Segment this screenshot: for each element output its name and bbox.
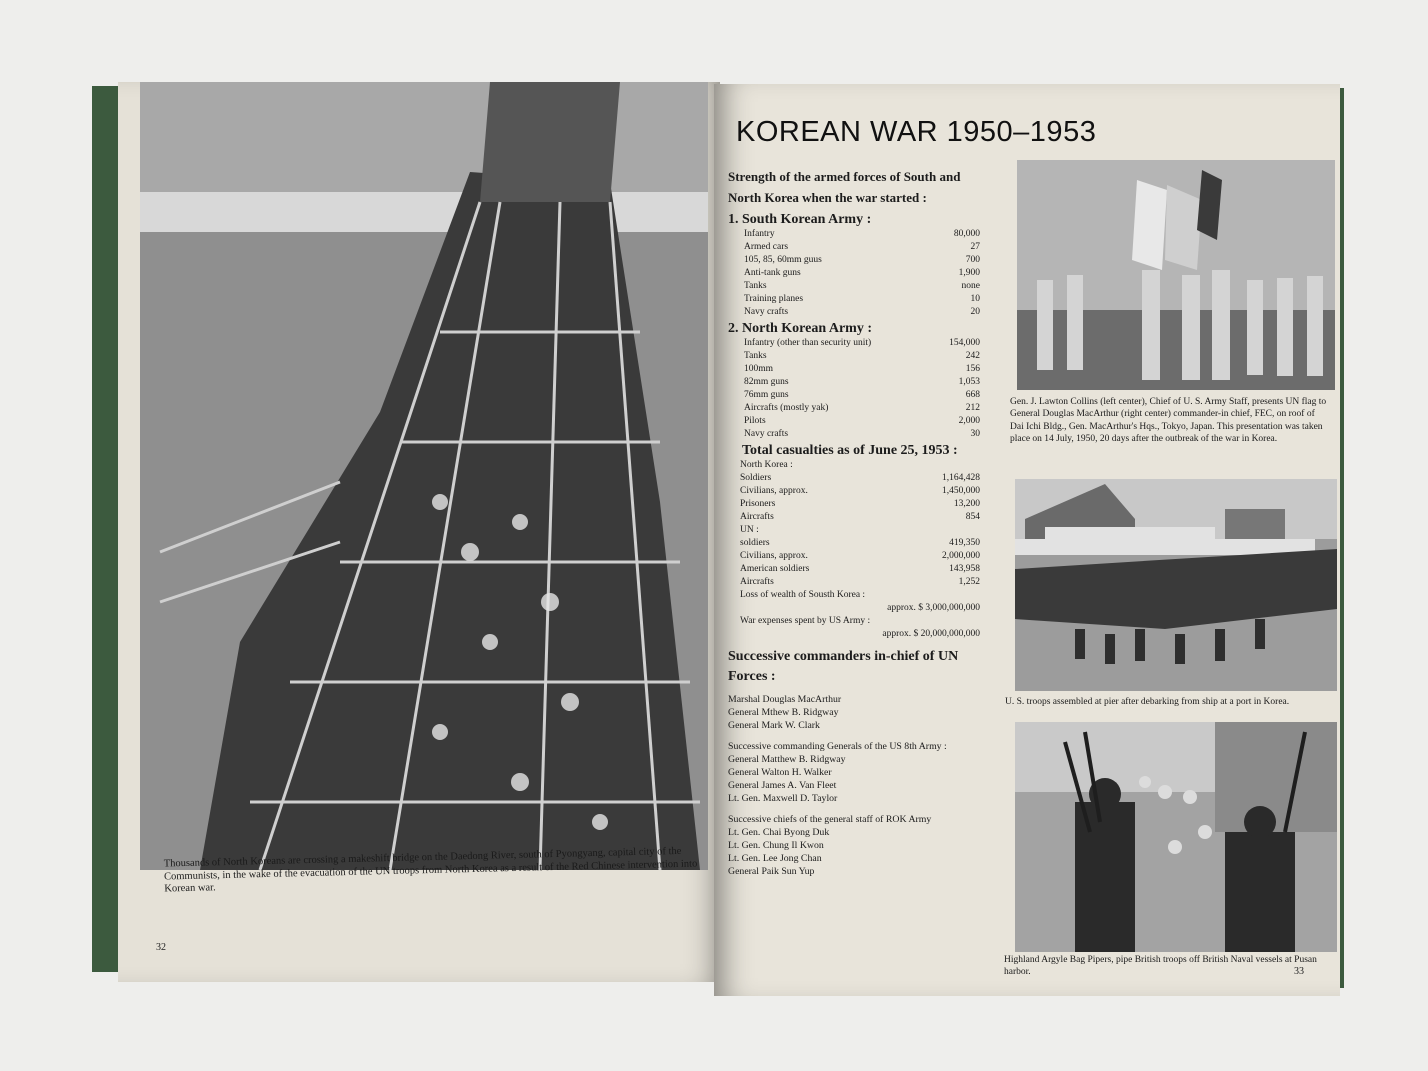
page-number-left: 32 <box>156 942 166 953</box>
troops-pier-caption: U. S. troops assembled at pier after debarking from ship at a port in Korea. <box>1005 697 1290 707</box>
table-row: approx. $ 20,000,000,000 <box>882 629 980 639</box>
table-row: 76mm guns 668 <box>744 390 980 400</box>
bagpipers-illustration <box>1015 722 1337 952</box>
casualties-table <box>728 459 994 641</box>
table-row: 82mm guns 1,053 <box>744 377 980 387</box>
table-row: Civilians, approx. 2,000,000 <box>740 551 980 561</box>
table-row: Infantry (other than security unit) 154,000 <box>744 338 980 348</box>
bagpipers-caption: Highland Argyle Bag Pipers, pipe British troops off British Naval vessels at Pusan harbor. <box>1004 955 1317 978</box>
table-row: Training planes 10 <box>744 294 980 304</box>
table-row: 100mm 156 <box>744 364 980 374</box>
table-row: North Korea : <box>740 460 793 470</box>
list-item: General Mthew B. Ridgway <box>728 707 839 718</box>
list-item: Lt. Gen. Chai Byong Duk <box>728 827 830 838</box>
list-item: General Mark W. Clark <box>728 720 820 731</box>
table-row: Aircrafts 854 <box>740 512 980 522</box>
flag-ceremony-caption: Gen. J. Lawton Collins (left center), Chief of U. S. Army Staff, presents UN flag to General Douglas MacArthur (right center) commander-in chief, FEC, on roof of Dai Ichi Bldg., Gen. MacArthur's Hqs., Tokyo, Japan. This presentation was taken place on 14 July, 1950, 20 days after the outbreak of the war in Korea. <box>1010 397 1327 444</box>
table-row: War expenses spent by US Army : <box>740 616 871 626</box>
list-item: Lt. Gen. Maxwell D. Taylor <box>728 793 838 804</box>
table-row: Aircrafts 1,252 <box>740 577 980 587</box>
right-page <box>714 84 1340 996</box>
commanders-heading: Successive commanders in-chief of UN Forces : <box>728 649 959 684</box>
table-row: Aircrafts (mostly yak) 212 <box>744 403 980 413</box>
table-row: Pilots 2,000 <box>744 416 980 426</box>
rok-heading: Successive chiefs of the general staff of ROK Army <box>728 814 932 825</box>
table-row: American soldiers 143,958 <box>740 564 980 574</box>
casualties-heading: Total casualties as of June 25, 1953 : <box>742 443 958 458</box>
eighth-army-heading: Successive commanding Generals of the US 8th Army : <box>728 741 947 752</box>
table-row: 105, 85, 60mm guus 700 <box>744 255 980 265</box>
list-item: Lt. Gen. Lee Jong Chan <box>728 853 822 864</box>
table-row: Tanks 242 <box>744 351 980 361</box>
bridge-photo-caption: Thousands of North Koreans are crossing a makeshift bridge on the Daedong River, south of Pyongyang, capital city of the Communists, in the wake of the evacuation of the UN troops from North Korea as a result of the Red Chinese intervention into Korean war. <box>163 845 698 895</box>
list-item: General Paik Sun Yup <box>728 866 815 877</box>
page-title: KOREAN WAR 1950–1953 <box>736 116 1097 148</box>
list-item: General James A. Van Fleet <box>728 780 837 791</box>
text-column <box>728 166 994 878</box>
bridge-photo <box>140 82 708 870</box>
table-row: Loss of wealth of Sousth Korea : <box>740 590 866 600</box>
flag-ceremony-illustration <box>1017 160 1335 390</box>
flag-ceremony-photo <box>1017 160 1335 390</box>
table-row: Tanks none <box>744 281 980 291</box>
north-korean-army-heading: 2. North Korean Army : <box>728 321 872 336</box>
south-korean-army-heading: 1. South Korean Army : <box>728 212 872 227</box>
bagpipers-photo <box>1015 722 1337 952</box>
table-row: UN : <box>740 525 759 535</box>
list-item: Marshal Douglas MacArthur <box>728 694 842 705</box>
table-row: Navy crafts 30 <box>744 429 980 439</box>
list-item: General Walton H. Walker <box>728 767 832 778</box>
eighth-army-list <box>728 753 994 805</box>
bridge-photo-illustration <box>140 82 708 870</box>
left-page <box>118 82 720 982</box>
table-row: Anti-tank guns 1,900 <box>744 268 980 278</box>
north-korean-army-table <box>728 337 994 441</box>
rok-list <box>728 826 994 878</box>
table-row: Civilians, approx. 1,450,000 <box>740 486 980 496</box>
table-row: Infantry 80,000 <box>744 229 980 239</box>
table-row: approx. $ 3,000,000,000 <box>887 603 980 613</box>
table-row: Prisoners 13,200 <box>740 499 980 509</box>
list-item: General Matthew B. Ridgway <box>728 754 846 765</box>
list-item: Lt. Gen. Chung Il Kwon <box>728 840 824 851</box>
table-row: Armed cars 27 <box>744 242 980 252</box>
table-row: Soldiers 1,164,428 <box>740 473 980 483</box>
page-number-right: 33 <box>1294 966 1304 977</box>
intro-heading: Strength of the armed forces of South and North Korea when the war started : <box>728 169 961 205</box>
commanders-list <box>728 693 994 732</box>
troops-pier-photo <box>1015 479 1337 691</box>
south-korean-army-table <box>728 228 994 319</box>
table-row: Navy crafts 20 <box>744 307 980 317</box>
table-row: soldiers 419,350 <box>740 538 980 548</box>
troops-pier-illustration <box>1015 479 1337 691</box>
